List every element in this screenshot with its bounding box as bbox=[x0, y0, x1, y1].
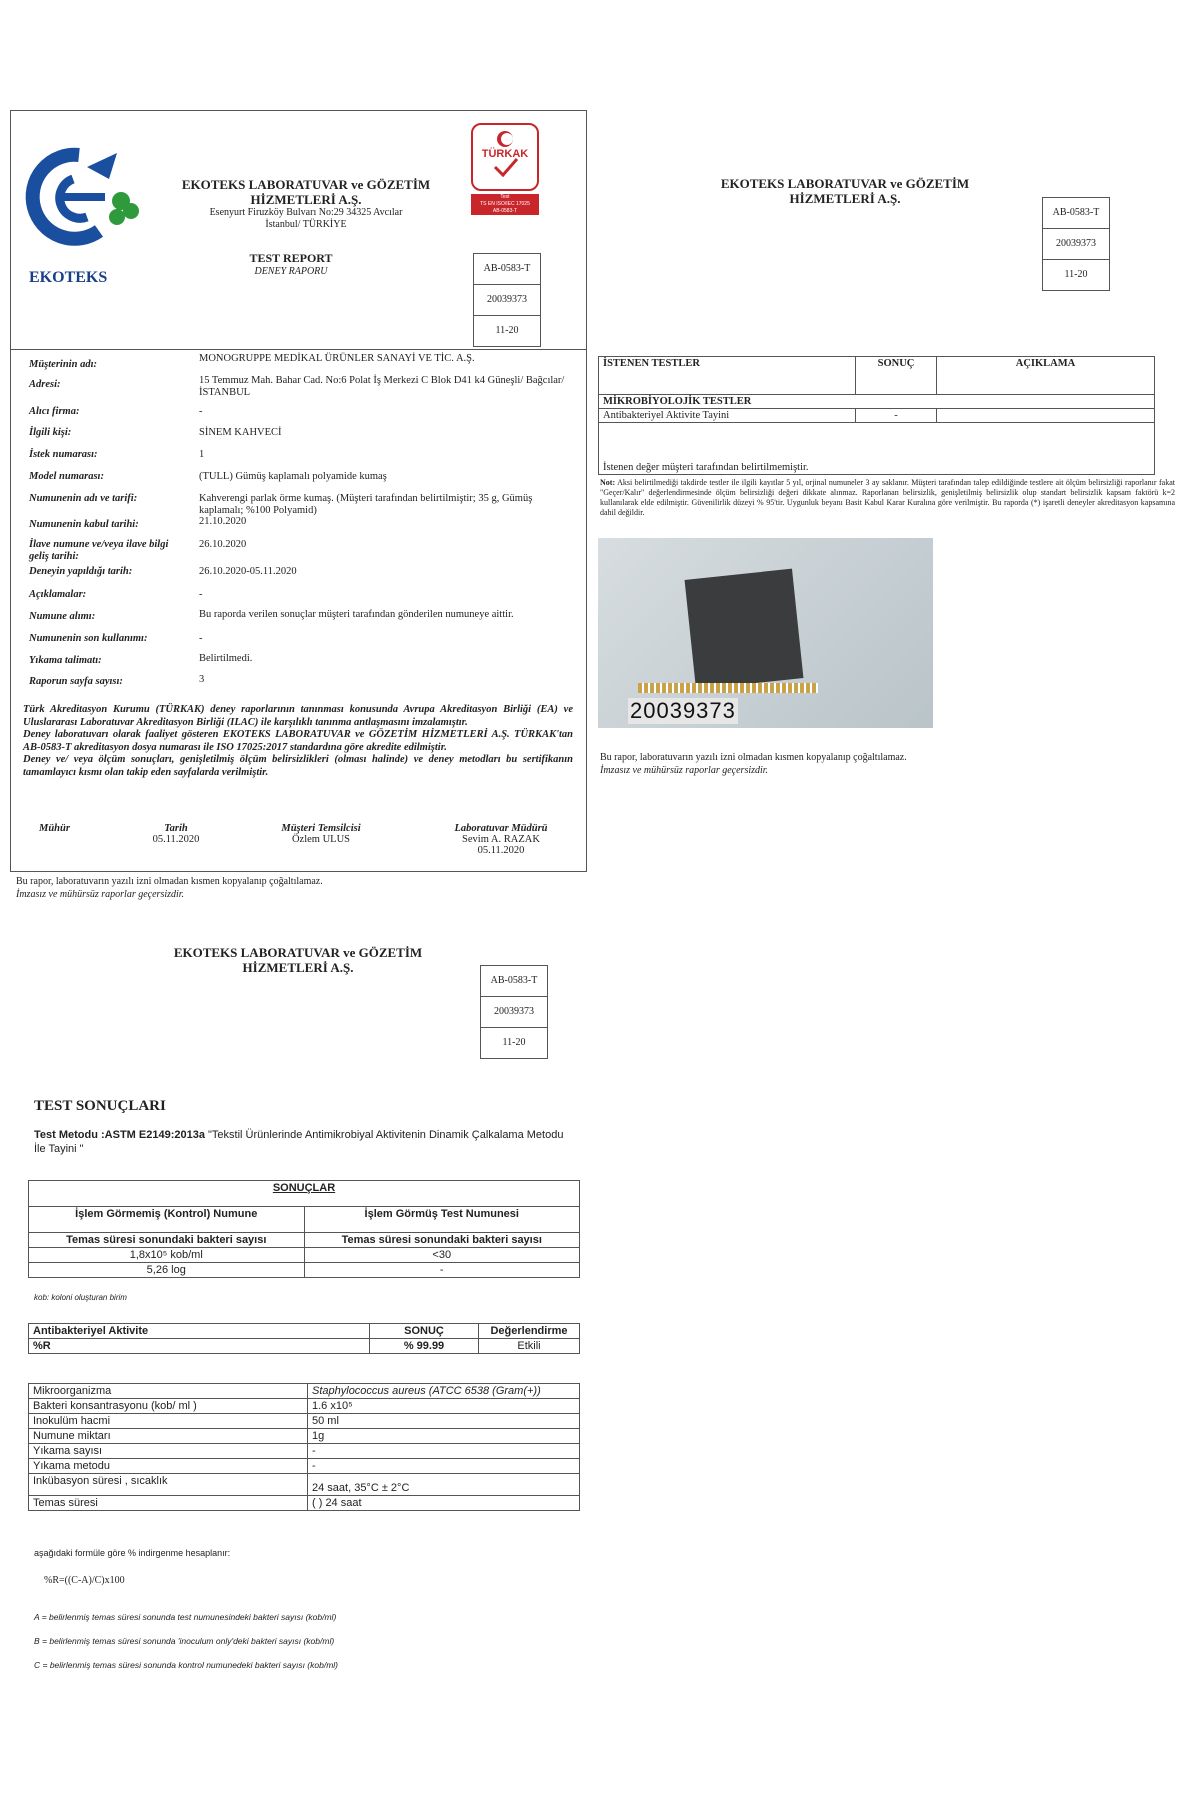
page2-footer-invalid: İmzasız ve mühürsüz raporlar geçersizdir. bbox=[600, 765, 769, 776]
field-value: Bu raporda verilen sonuçlar müşteri tarafından gönderilen numuneye aittir. bbox=[199, 609, 514, 620]
field-value: 26.10.2020 bbox=[199, 539, 247, 550]
ekoteks-logo-icon bbox=[17, 139, 157, 259]
col-tests: İSTENEN TESTLER bbox=[599, 357, 856, 395]
field-label: Raporun sayfa sayısı: bbox=[29, 676, 123, 687]
activity-result-col: SONUÇ bbox=[370, 1324, 479, 1339]
report-title-block bbox=[201, 251, 381, 277]
company-name-2: HİZMETLERİ A.Ş. bbox=[250, 192, 362, 207]
treated-count-label: Temas süresi sonundaki bakteri sayısı bbox=[304, 1233, 580, 1248]
manager-block bbox=[436, 823, 566, 856]
field-label: Model numarası: bbox=[29, 471, 104, 482]
requested-note: İstenen değer müşteri tarafından belirtilmemiştir. bbox=[599, 423, 1155, 475]
section-microbiology: MİKROBİYOLOJİK TESTLER bbox=[599, 395, 1155, 409]
field-value: 21.10.2020 bbox=[199, 516, 247, 527]
page2-note bbox=[600, 478, 1175, 518]
code-date: 11-20 bbox=[1064, 269, 1088, 280]
param-label: Inkübasyon süresi , sıcaklık bbox=[29, 1474, 308, 1496]
test-results-title: TEST SONUÇLARI bbox=[34, 1098, 166, 1114]
param-value: 1.6 x10⁵ bbox=[308, 1399, 580, 1414]
date-block bbox=[131, 823, 221, 845]
param-value: Staphylococcus aureus (ATCC 6538 (Gram(+)) bbox=[308, 1384, 580, 1399]
field-label: İlave numune ve/veya ilave bilgi geliş tarihi: bbox=[29, 539, 169, 562]
representative-label: Müşteri Temsilcisi bbox=[281, 823, 361, 834]
report-code-box bbox=[473, 253, 541, 347]
manager-date: 05.11.2020 bbox=[477, 845, 525, 856]
page2-header bbox=[695, 176, 995, 206]
field-label: Yıkama talimatı: bbox=[29, 655, 102, 666]
param-label: Bakteri konsantrasyonu (kob/ ml ) bbox=[29, 1399, 308, 1414]
field-label: Numune alımı: bbox=[29, 611, 96, 622]
treated-count: <30 bbox=[304, 1248, 580, 1263]
code-accreditation: AB-0583-T bbox=[474, 254, 540, 285]
page3-company-name-1: EKOTEKS LABORATUVAR ve GÖZETİM bbox=[173, 945, 423, 960]
formula-intro: aşağıdaki formüle göre % indirgenme hesaplanır: bbox=[34, 1548, 231, 1558]
field-value: Belirtilmedi. bbox=[199, 653, 253, 664]
test-result: - bbox=[856, 409, 937, 423]
page2-footer-copy: Bu rapor, laboratuvarın yazılı izni olmadan kısmen kopyalanıp çoğaltılamaz. bbox=[600, 752, 907, 763]
results-table bbox=[28, 1180, 580, 1278]
field-label: Alıcı firma: bbox=[29, 406, 80, 417]
code-report-no: 20039373 bbox=[481, 997, 547, 1028]
company-name-1: EKOTEKS LABORATUVAR ve GÖZETİM bbox=[181, 177, 431, 192]
company-header bbox=[161, 177, 451, 231]
field-value: SİNEM KAHVECİ bbox=[199, 427, 282, 438]
requested-tests-table bbox=[598, 356, 1155, 475]
field-value: 3 bbox=[199, 674, 205, 685]
field-label: İstek numarası: bbox=[29, 449, 98, 460]
logo-text: EKOTEKS bbox=[29, 269, 108, 286]
param-label: Temas süresi bbox=[29, 1496, 308, 1511]
fabric-sample bbox=[685, 569, 804, 690]
page3-header bbox=[148, 945, 448, 975]
turkak-sub-2: TS EN ISO/IEC 17025 bbox=[480, 201, 530, 207]
page3-code-box bbox=[480, 965, 548, 1059]
field-value: 26.10.2020-05.11.2020 bbox=[199, 566, 297, 577]
definition-a: A = belirlenmiş temas süresi sonunda test numunesindeki bakteri sayısı (kob/ml) bbox=[34, 1612, 337, 1622]
header-divider bbox=[11, 349, 586, 350]
formula: %R=((C-A)/C)x100 bbox=[44, 1575, 125, 1586]
field-value: - bbox=[199, 633, 203, 644]
kob-note: kob: koloni oluşturan birim bbox=[34, 1293, 127, 1302]
report-title: TEST REPORT bbox=[249, 251, 333, 265]
representative-block bbox=[266, 823, 376, 845]
code-report-no: 20039373 bbox=[474, 285, 540, 316]
turkak-badge bbox=[471, 123, 539, 223]
ruler bbox=[638, 683, 818, 693]
definition-b: B = belirlenmiş temas süresi sonunda 'inoculum only'deki bakteri sayısı (kob/ml) bbox=[34, 1636, 335, 1646]
note-label: Not: bbox=[600, 478, 616, 487]
test-description bbox=[937, 409, 1155, 423]
note-text: Aksi belirtilmediği takdirde testler ile ilgili kayıtlar 5 yıl, orjinal numuneler 3 ay saklanır. Müşteri tarafından talep edildiğinde testlere ait ölçüm belirsizliği raporlanır fakat "Geçer/Kalır" değerlendirmesinde ölçüm belirsizliği değeri dikkate alınmaz. Raporlanan belirsizlik, genişletilmiş belirsizlik olup standart belirsizlik kapsam faktörü k=2 kullanılarak elde edilmiştir. Güvenilirlik düzeyi % 95'tir. Uygunluk beyanı Basit Kabul Karar Kuralına göre verilmiştir. Bu raporda (*) işaretli deneyler akreditasyon kapsamına dahil değildir. bbox=[600, 478, 1175, 517]
accreditation-text bbox=[23, 704, 573, 779]
sample-photo bbox=[598, 538, 933, 728]
company-address-1: Esenyurt Firuzköy Bulvarı No:29 34325 Avcılar bbox=[209, 207, 403, 218]
definition-c: C = belirlenmiş temas süresi sonunda kontrol numunedeki bakteri sayısı (kob/ml) bbox=[34, 1660, 339, 1670]
test-name: Antibakteriyel Aktivite Tayini bbox=[599, 409, 856, 423]
turkak-text: TÜRKAK bbox=[481, 148, 529, 160]
field-value: MONOGRUPPE MEDİKAL ÜRÜNLER SANAYİ VE TİC. A.Ş. bbox=[199, 353, 475, 364]
code-accreditation: AB-0583-T bbox=[1043, 198, 1109, 229]
turkak-sub-3: AB-0583-T bbox=[492, 208, 518, 214]
photo-label: 20039373 bbox=[630, 698, 736, 723]
test-method bbox=[34, 1128, 574, 1156]
param-value: 50 ml bbox=[308, 1414, 580, 1429]
footer-invalid: İmzasız ve mühürsüz raporlar geçersizdir. bbox=[16, 889, 185, 900]
code-date: 11-20 bbox=[495, 325, 519, 336]
page3-company-name-2: HİZMETLERİ A.Ş. bbox=[242, 960, 354, 975]
param-label: Yıkama sayısı bbox=[29, 1444, 308, 1459]
company-address-2: İstanbul/ TÜRKİYE bbox=[265, 219, 347, 230]
field-label: İlgili kişi: bbox=[29, 427, 72, 438]
test-method-name: "Tekstil Ürünlerinde Antimikrobiyal Aktivitenin Dinamik Çalkalama Metodu İle Tayini " bbox=[34, 1129, 564, 1155]
manager-value: Sevim A. RAZAK bbox=[462, 834, 540, 845]
param-value: 1g bbox=[308, 1429, 580, 1444]
test-method-code: Test Metodu :ASTM E2149:2013a bbox=[34, 1129, 205, 1141]
untreated-count: 1,8x10⁵ kob/ml bbox=[29, 1248, 305, 1263]
page2-company-name-2: HİZMETLERİ A.Ş. bbox=[789, 191, 901, 206]
field-value: Kahverengi parlak örme kumaş. (Müşteri tarafından belirtilmiştir; 35 g, Gümüş kaplamalı; %100 Polyamid) bbox=[199, 493, 533, 516]
activity-label: Antibakteriyel Aktivite bbox=[29, 1324, 370, 1339]
field-label: Numunenin adı ve tarifi: bbox=[29, 493, 138, 504]
param-label: Numune miktarı bbox=[29, 1429, 308, 1444]
activity-eval-col: Değerlendirme bbox=[479, 1324, 580, 1339]
parameters-table bbox=[28, 1383, 580, 1511]
col-description: AÇIKLAMA bbox=[937, 357, 1155, 395]
activity-row-label: %R bbox=[29, 1339, 370, 1354]
date-value: 05.11.2020 bbox=[152, 834, 200, 845]
report-subtitle: DENEY RAPORU bbox=[254, 266, 328, 277]
field-label: Numunenin kabul tarihi: bbox=[29, 519, 139, 530]
page2-company-name-1: EKOTEKS LABORATUVAR ve GÖZETİM bbox=[720, 176, 970, 191]
turkak-sub-1: Test bbox=[500, 194, 510, 200]
col-result: SONUÇ bbox=[856, 357, 937, 395]
activity-eval: Etkili bbox=[479, 1339, 580, 1354]
report-page-1 bbox=[10, 110, 587, 872]
results-header: SONUÇLAR bbox=[29, 1181, 580, 1207]
representative-value: Özlem ULUS bbox=[291, 834, 351, 845]
accreditation-p3: Deney ve/ veya ölçüm sonuçları, genişletilmiş ölçüm belirsizlikleri (olması halinde) ve deney metodları bu sertifikanın tamamlayıcı kısmı olan takip eden sayfalarda verilmiştir. bbox=[23, 754, 573, 778]
field-value: - bbox=[199, 406, 203, 417]
seal-label: Mühür bbox=[39, 823, 70, 834]
untreated-count-label: Temas süresi sonundaki bakteri sayısı bbox=[29, 1233, 305, 1248]
field-label: Deneyin yapıldığı tarih: bbox=[29, 566, 133, 577]
field-label: Numunenin son kullanımı: bbox=[29, 633, 148, 644]
activity-result: % 99.99 bbox=[370, 1339, 479, 1354]
field-label: Adresi: bbox=[29, 379, 61, 390]
untreated-header: İşlem Görmemiş (Kontrol) Numune bbox=[29, 1207, 305, 1233]
accreditation-p1: Türk Akreditasyon Kurumu (TÜRKAK) deney raporlarının tanınması konusunda Avrupa Akreditasyon Birliği (EA) ve Uluslararası Laboratuvar Akreditasyon Birliği (ILAC) ile karşılıklı tanınma antlaşmasını imzalamıştır. bbox=[23, 704, 573, 728]
treated-log: - bbox=[304, 1263, 580, 1278]
untreated-log: 5,26 log bbox=[29, 1263, 305, 1278]
accreditation-p2: Deney laboratuvarı olarak faaliyet gösteren EKOTEKS LABORATUVAR ve GÖZETİM HİZMETLERİ A.Ş. TÜRKAK'tan AB-0583-T akreditasyon dosya numarası ile ISO 17025:2017 standardına göre akredite edilmiştir. bbox=[23, 729, 573, 753]
code-report-no: 20039373 bbox=[1043, 229, 1109, 260]
field-label: Müşterinin adı: bbox=[29, 359, 97, 370]
param-value: ( ) 24 saat bbox=[308, 1496, 580, 1511]
param-value: - bbox=[308, 1444, 580, 1459]
date-label: Tarih bbox=[164, 823, 188, 834]
code-date: 11-20 bbox=[502, 1037, 526, 1048]
treated-header: İşlem Görmüş Test Numunesi bbox=[304, 1207, 580, 1233]
field-value: - bbox=[199, 589, 203, 600]
field-label: Açıklamalar: bbox=[29, 589, 87, 600]
param-label: Yıkama metodu bbox=[29, 1459, 308, 1474]
param-label: Mikroorganizma bbox=[29, 1384, 308, 1399]
field-value: 1 bbox=[199, 449, 205, 460]
manager-label: Laboratuvar Müdürü bbox=[454, 823, 548, 834]
param-value: - bbox=[308, 1459, 580, 1474]
footer-copy: Bu rapor, laboratuvarın yazılı izni olmadan kısmen kopyalanıp çoğaltılamaz. bbox=[16, 876, 323, 887]
param-value: 24 saat, 35°C ± 2°C bbox=[308, 1474, 580, 1496]
page2-code-box bbox=[1042, 197, 1110, 291]
code-accreditation: AB-0583-T bbox=[481, 966, 547, 997]
field-value: (TULL) Gümüş kaplamalı polyamide kumaş bbox=[199, 471, 387, 482]
field-value: 15 Temmuz Mah. Bahar Cad. No:6 Polat İş Merkezi C Blok D41 k4 Güneşli/ Bağcılar/ İSTANBUL bbox=[199, 375, 565, 398]
param-label: Inokulüm hacmi bbox=[29, 1414, 308, 1429]
activity-table bbox=[28, 1323, 580, 1354]
